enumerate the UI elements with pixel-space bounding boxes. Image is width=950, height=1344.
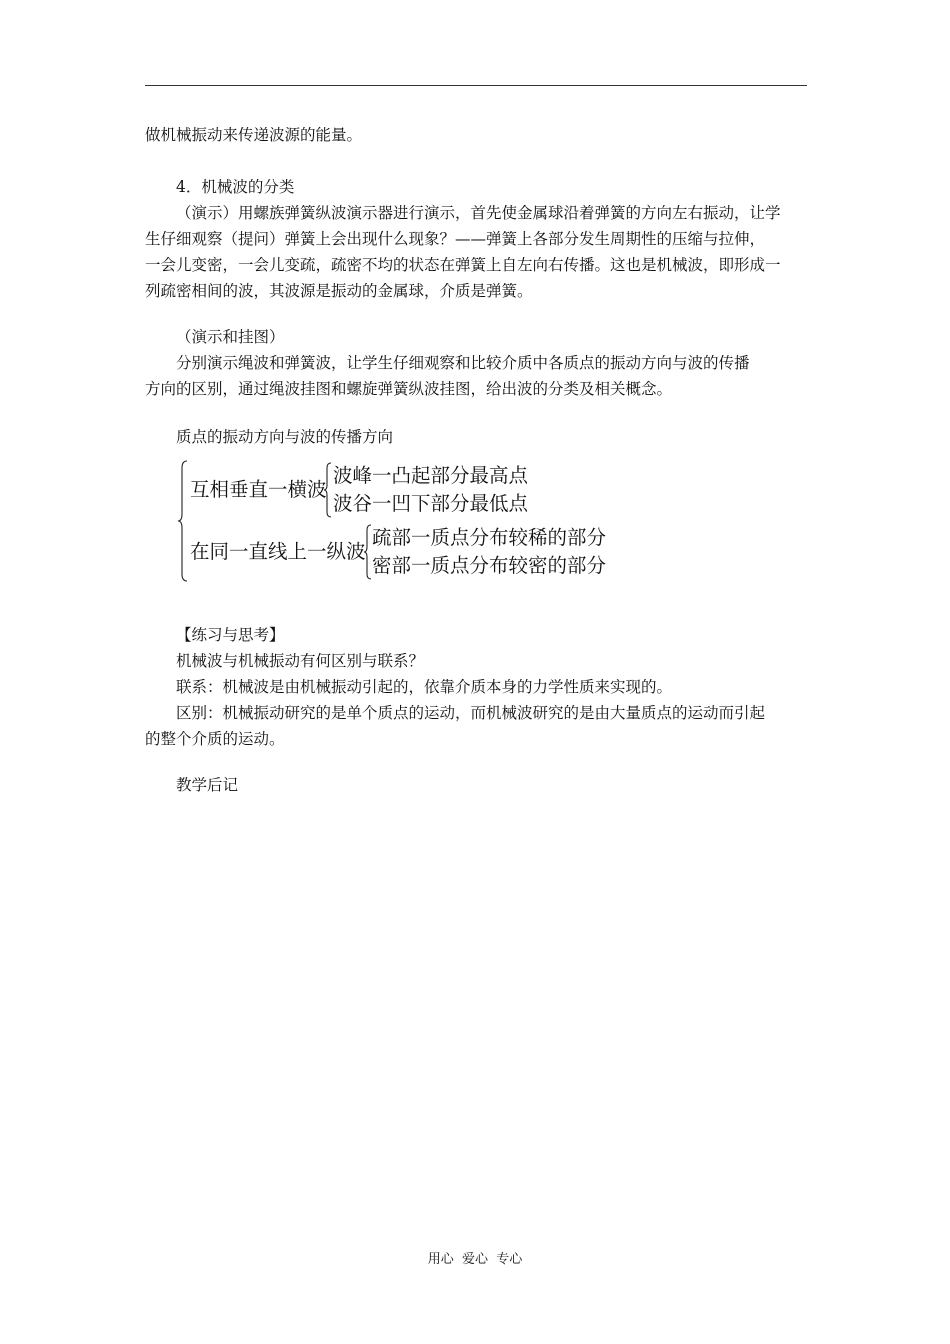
text-line: 区别：机械振动研究的是单个质点的运动，而机械波研究的是由大量质点的运动而引起 [176,704,766,722]
exercise-question: 机械波与机械振动有何区别与联系？ [176,652,425,670]
exercise-heading: 【练习与思考】 [176,626,285,644]
text-line: 列疏密相间的波，其波源是振动的金属球，介质是弹簧。 [145,282,533,300]
outer-brace-icon [178,460,188,582]
demo-paragraph [145,200,807,304]
transverse-brace-icon [324,462,332,518]
text-line: 的整个介质的运动。 [145,730,285,748]
continued-paragraph: 做机械振动来传递波源的能量。 [145,126,363,144]
section-heading-classification: 4．机械波的分类 [176,178,295,196]
longitudinal-wave-label: 在同一直线上一纵波 [190,540,366,563]
classification-title: 质点的振动方向与波的传播方向 [176,428,394,446]
header-rule [145,85,807,86]
transverse-wave-label: 互相垂直一横波 [190,478,327,501]
postscript-heading: 教学后记 [176,776,239,794]
text-line: 生仔细观察（提问）弹簧上会出现什么现象？——弹簧上各部分发生周期性的压缩与拉伸， [145,230,766,248]
text-line: （演示）用螺族弹簧纵波演示器进行演示，首先使金属球沿着弹簧的方向左右振动，让学 [176,204,781,222]
page-footer: 用心 爱心 专心 [427,1252,523,1267]
transverse-item-crest: 波峰一凸起部分最高点 [333,464,529,487]
longitudinal-item-rarefaction: 疏部一质点分布较稀的部分 [372,526,607,549]
longitudinal-brace-icon [364,524,372,580]
longitudinal-item-compression: 密部一质点分布较密的部分 [372,554,607,577]
text-line: 一会儿变密，一会儿变疏，疏密不均的状态在弹簧上自左向右传播。这也是机械波，即形成一 [145,256,781,274]
demo-heading: （演示和挂图） [176,328,285,346]
demo-description [145,350,807,402]
text-line: 分别演示绳波和弹簧波，让学生仔细观察和比较介质中各质点的振动方向与波的传播 [176,354,750,372]
text-line: 方向的区别，通过绳波挂图和螺旋弹簧纵波挂图，给出波的分类及相关概念。 [145,380,673,398]
exercise-link-answer: 联系：机械波是由机械振动引起的，依靠介质本身的力学性质来实现的。 [176,678,673,696]
transverse-item-trough: 波谷一凹下部分最低点 [333,492,529,515]
exercise-difference-answer [145,700,807,752]
